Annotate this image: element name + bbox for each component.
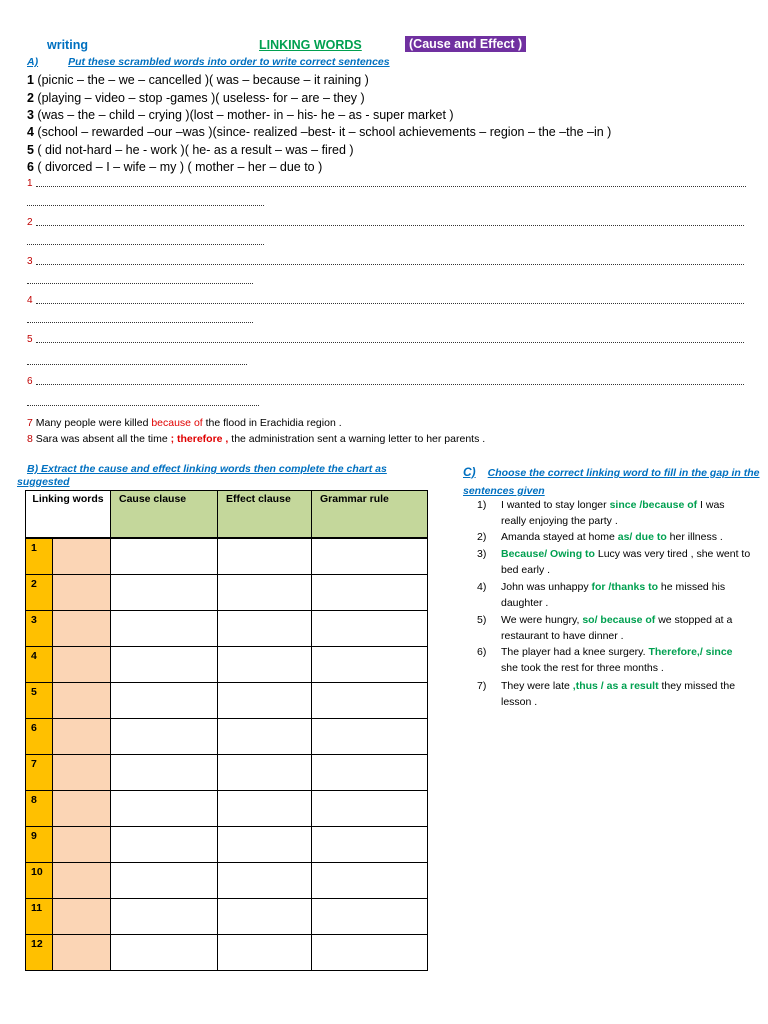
effect-cell[interactable] [218,538,312,575]
effect-cell[interactable] [218,791,312,827]
linking-word-cell[interactable] [53,683,111,719]
header-effect-clause: Effect clause [218,491,312,539]
heading-cause-effect-badge: (Cause and Effect ) [405,36,526,52]
grammar-cell[interactable] [312,863,428,899]
section-a-label: A) [27,56,39,68]
grammar-cell[interactable] [312,719,428,755]
linking-options: since /because of [609,499,698,511]
effect-cell[interactable] [218,611,312,647]
row-number: 12 [26,935,53,971]
section-a-instruction: Put these scrambled words into order to write correct sentences [68,56,390,68]
section-c-title [463,463,763,500]
answer-number: 2 [27,217,33,228]
row-number: 5 [26,683,53,719]
linking-word-cell[interactable] [53,899,111,935]
row-number: 4 [26,647,53,683]
scrambled-item: 3 (was – the – child – crying )(lost – mother- in – his- he – as - super market ) [27,108,454,122]
grammar-cell[interactable] [312,899,428,935]
linking-word-cell[interactable] [53,611,111,647]
answer-line[interactable] [36,225,744,226]
table-row [26,683,428,719]
effect-cell[interactable] [218,899,312,935]
heading-writing: writing [47,38,88,52]
row-number: 11 [26,899,53,935]
gap-fill-item: 3) Because/ Owing to Lucy was very tired , she went to bed early . [477,548,751,576]
gap-fill-item: 5) We were hungry, so/ because of we stopped at a restaurant to have dinner . [477,614,733,642]
linking-options: so/ because of [582,614,656,626]
row-number: 7 [26,755,53,791]
gap-fill-item: 1) I wanted to stay longer since /because of I was really enjoying the party . [477,499,725,527]
section-a-title [27,56,390,68]
effect-cell[interactable] [218,719,312,755]
section-c-label: C) [463,465,476,479]
answer-number: 6 [27,376,33,387]
grammar-cell[interactable] [312,935,428,971]
section-b-label: B) [27,463,39,475]
cause-cell[interactable] [111,755,218,791]
linking-word-cell[interactable] [53,791,111,827]
answer-line[interactable] [27,364,247,365]
answer-number: 3 [27,256,33,267]
linking-options: Therefore,/ since [648,646,733,658]
answer-number: 5 [27,334,33,345]
header-cause-clause: Cause clause [111,491,218,539]
grammar-cell[interactable] [312,575,428,611]
linking-word-cell[interactable] [53,863,111,899]
table-row [26,647,428,683]
heading-linking-words: LINKING WORDS [259,38,362,52]
answer-line[interactable] [36,303,744,304]
answer-number: 4 [27,295,33,306]
section-b-instruction: Extract the cause and effect linking words then complete the chart as suggested [17,463,387,488]
linking-word-cell[interactable] [53,575,111,611]
linking-word-cell[interactable] [53,538,111,575]
cause-cell[interactable] [111,575,218,611]
table-row [26,575,428,611]
scrambled-item: 4 (school – rewarded –our –was )(since- realized –best- it – school achievements – region – the –the –in ) [27,125,612,139]
cause-cell[interactable] [111,538,218,575]
answer-line[interactable] [36,384,744,385]
effect-cell[interactable] [218,755,312,791]
row-number: 1 [26,538,53,575]
cause-cell[interactable] [111,719,218,755]
table-row [26,791,428,827]
table-row [26,899,428,935]
scrambled-item: 2 (playing – video – stop -games )( useless- for – are – they ) [27,91,365,105]
cause-cell[interactable] [111,683,218,719]
table-row [26,538,428,575]
answer-line[interactable] [36,264,744,265]
gap-fill-item: 6) The player had a knee surgery. Therefore,/ since she took the rest for three months . [477,646,733,674]
cause-cell[interactable] [111,863,218,899]
linking-word-cell[interactable] [53,755,111,791]
grammar-cell[interactable] [312,755,428,791]
row-number: 3 [26,611,53,647]
linking-options: Because/ Owing to [501,548,595,560]
cause-cell[interactable] [111,647,218,683]
linking-options: for /thanks to [591,581,658,593]
linking-options: ,thus / as a result [572,680,659,692]
scrambled-item: 6 ( divorced – I – wife – my ) ( mother – her – due to ) [27,160,323,174]
effect-cell[interactable] [218,935,312,971]
linking-word-cell[interactable] [53,935,111,971]
effect-cell[interactable] [218,575,312,611]
answer-line[interactable] [27,405,259,406]
table-row [26,935,428,971]
header-grammar-rule: Grammar rule [312,491,428,539]
linking-word-cell[interactable] [53,719,111,755]
grammar-cell[interactable] [312,791,428,827]
gap-fill-item: 4) John was unhappy for /thanks to he missed his daughter . [477,581,726,609]
cause-cell[interactable] [111,791,218,827]
linking-options: as/ due to [617,531,667,543]
section-c-instruction: Choose the correct linking word to fill in the gap in the sentences given [463,467,760,497]
answer-line[interactable] [36,342,744,343]
effect-cell[interactable] [218,683,312,719]
row-number: 8 [26,791,53,827]
grammar-cell[interactable] [312,827,428,863]
grammar-cell[interactable] [312,683,428,719]
grammar-cell[interactable] [312,647,428,683]
header-linking-words: Linking words [26,491,111,539]
cause-effect-chart [25,490,428,971]
effect-cell[interactable] [218,647,312,683]
answer-line[interactable] [27,322,253,323]
row-number: 6 [26,719,53,755]
example-sentence-8: 8 Sara was absent all the time ; therefore , the administration sent a warning letter to her parents . [27,433,486,445]
gap-fill-item: 7) They were late ,thus / as a result they missed the lesson . [477,680,736,708]
row-number: 2 [26,575,53,611]
gap-fill-item: 2) Amanda stayed at home as/ due to her illness . [477,531,723,543]
table-row [26,755,428,791]
table-row [26,611,428,647]
cause-cell[interactable] [111,935,218,971]
table-row [26,719,428,755]
table-row [26,863,428,899]
linking-word-cell[interactable] [53,647,111,683]
answer-line[interactable] [27,244,264,245]
answer-number: 1 [27,178,33,189]
effect-cell[interactable] [218,827,312,863]
section-b-title [17,463,427,489]
answer-line[interactable] [27,283,253,284]
row-number: 9 [26,827,53,863]
grammar-cell[interactable] [312,538,428,575]
answer-line[interactable] [27,205,264,206]
scrambled-item: 5 ( did not-hard – he - work )( he- as a result – was – fired ) [27,143,354,157]
cause-cell[interactable] [111,827,218,863]
row-number: 10 [26,863,53,899]
answer-line[interactable] [36,186,746,187]
linking-word-cell[interactable] [53,827,111,863]
effect-cell[interactable] [218,863,312,899]
cause-cell[interactable] [111,899,218,935]
table-row [26,827,428,863]
cause-cell[interactable] [111,611,218,647]
example-sentence-7: 7 Many people were killed because of the flood in Erachidia region . [27,417,342,429]
grammar-cell[interactable] [312,611,428,647]
scrambled-item: 1 (picnic – the – we – cancelled )( was – because – it raining ) [27,73,369,87]
